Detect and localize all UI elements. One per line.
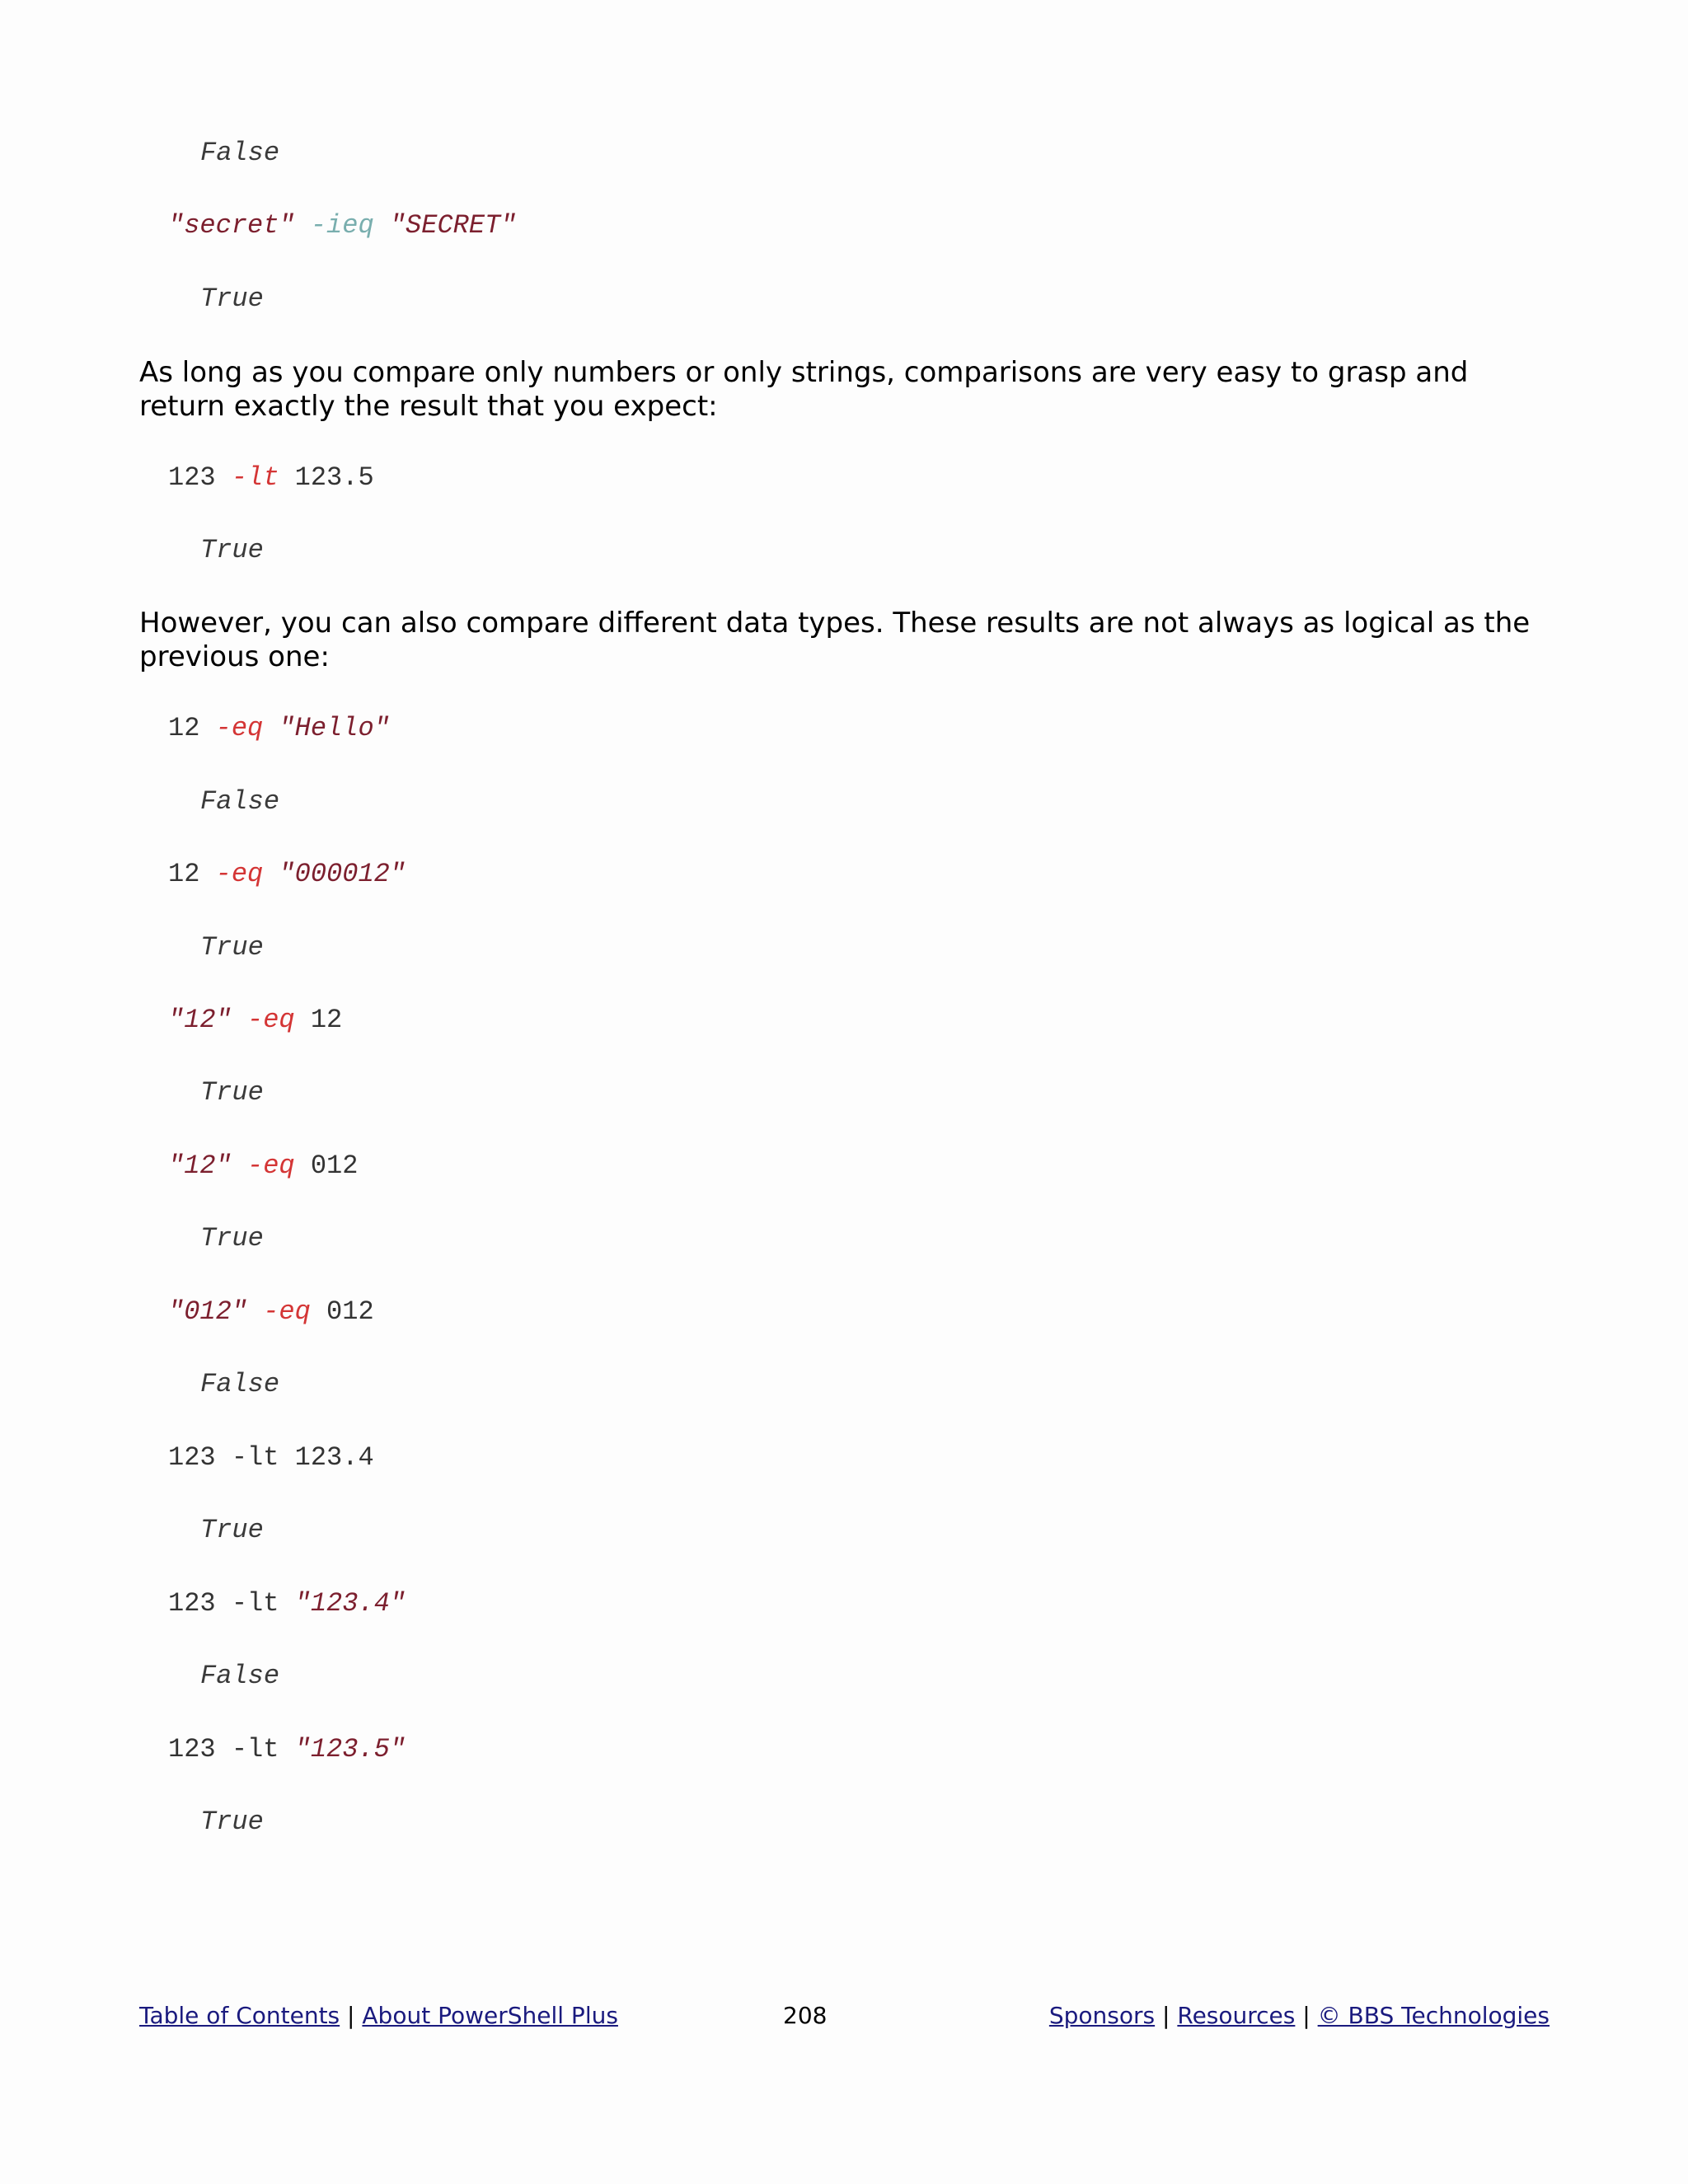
operator: -lt (231, 462, 279, 493)
code-12-eq-000012 (168, 858, 406, 891)
footer-separator: | (347, 2002, 355, 2029)
code-text: 123 -lt (168, 1588, 295, 1619)
footer-separator: | (1302, 2002, 1311, 2029)
output-false-3 (200, 1368, 279, 1401)
code-text: 123 -lt (168, 1734, 295, 1765)
operator: -ieq (310, 210, 374, 241)
output-true-6 (200, 1514, 264, 1547)
operator: -eq (263, 1296, 311, 1327)
string-literal: "123.5" (294, 1734, 406, 1765)
about-powershell-plus-link[interactable]: About PowerShell Plus (362, 2002, 618, 2029)
footer-separator: | (1162, 2002, 1170, 2029)
resources-link[interactable]: Resources (1177, 2002, 1296, 2029)
string-literal: "12" (168, 1005, 232, 1035)
number-literal: 012 (310, 1151, 359, 1181)
output-text: True (200, 284, 264, 314)
string-literal: "SECRET" (389, 210, 517, 241)
table-of-contents-link[interactable]: Table of Contents (139, 2002, 340, 2029)
output-text: True (200, 932, 264, 963)
output-false-2 (200, 785, 279, 818)
paragraph-compare-different-types: However, you can also compare different data types. These results are not always as logical as the previous one: (139, 607, 1531, 673)
output-true-5 (200, 1222, 264, 1255)
string-literal: "secret" (168, 210, 295, 241)
operator: -eq (215, 859, 264, 889)
output-text: False (200, 1369, 280, 1399)
code-str12-eq-12 (168, 1004, 342, 1037)
code-12-eq-hello (168, 712, 390, 745)
output-true-1 (200, 283, 264, 316)
output-text: True (200, 535, 264, 565)
code-secret-ieq (168, 209, 516, 242)
number-literal: 012 (326, 1296, 374, 1327)
output-true-7 (200, 1806, 264, 1839)
output-false-1 (200, 137, 279, 170)
number-literal: 12 (310, 1005, 343, 1035)
string-literal: "123.4" (294, 1588, 406, 1619)
code-123-lt-str123-4 (168, 1587, 406, 1620)
operator: -eq (247, 1151, 295, 1181)
output-true-4 (200, 1076, 264, 1109)
code-123-lt-123-4 (168, 1441, 374, 1474)
number-literal: 12 (168, 859, 200, 889)
string-literal: "000012" (279, 859, 406, 889)
footer-left-links (139, 2001, 618, 2031)
output-text: False (200, 138, 280, 168)
sponsors-link[interactable]: Sponsors (1048, 2002, 1156, 2029)
page-number: 208 (783, 2002, 828, 2029)
footer-right-links (1049, 2001, 1550, 2031)
output-false-4 (200, 1660, 279, 1693)
output-text: True (200, 1515, 264, 1545)
string-literal: "Hello" (279, 713, 390, 743)
output-text: True (200, 1223, 264, 1254)
output-text: True (200, 1077, 264, 1108)
output-true-2 (200, 534, 264, 567)
number-literal: 123.5 (294, 462, 374, 493)
code-123-lt-123-5 (168, 462, 374, 494)
bbs-technologies-link[interactable]: © BBS Technologies (1317, 2002, 1550, 2029)
output-true-3 (200, 931, 264, 964)
code-str012-eq-012 (168, 1296, 374, 1329)
operator: -eq (215, 713, 264, 743)
code-123-lt-str123-5 (168, 1733, 406, 1766)
output-text: True (200, 1807, 264, 1837)
number-literal: 12 (168, 713, 200, 743)
output-text: False (200, 1661, 280, 1691)
paragraph-compare-same-types: As long as you compare only numbers or only strings, comparisons are very easy to grasp and return exactly the result that you expect: (139, 356, 1469, 423)
code-str12-eq-012 (168, 1150, 358, 1183)
output-text: False (200, 786, 280, 817)
number-literal: 123 (168, 462, 216, 493)
code-text: 123 -lt 123.4 (168, 1442, 374, 1473)
string-literal: "012" (168, 1296, 248, 1327)
string-literal: "12" (168, 1151, 232, 1181)
operator: -eq (247, 1005, 295, 1035)
